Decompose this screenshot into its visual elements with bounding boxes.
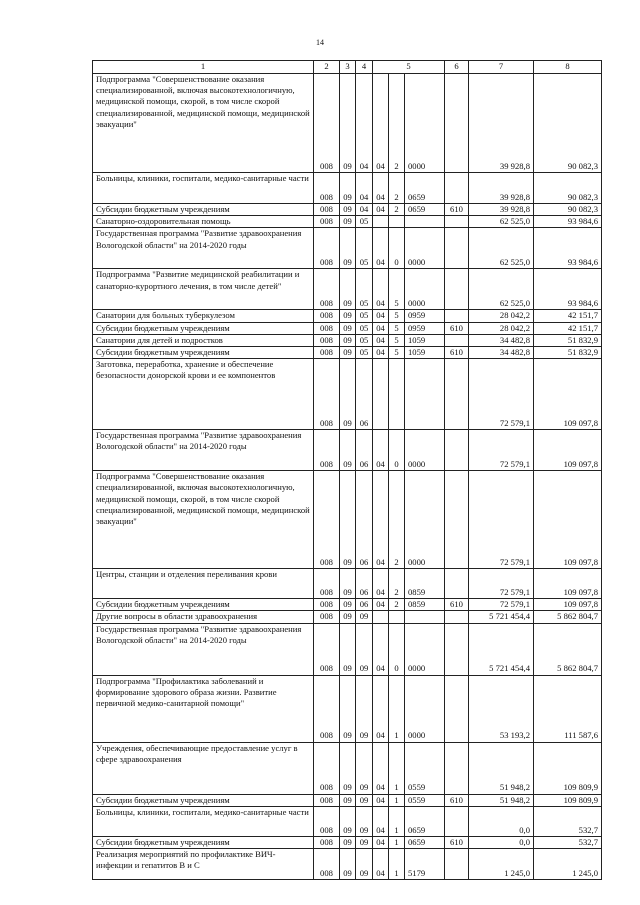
row-name: Учреждения, обеспечивающие предоставление услуг в сфере здравоохранения — [93, 742, 314, 794]
row-name: Субсидии бюджетным учреждениям — [93, 322, 314, 334]
row-name: Больницы, клиники, госпитали, медико-санитарные части — [93, 173, 314, 204]
cell-c3: 09 — [340, 675, 356, 742]
cell-c7: 62 525,0 — [469, 269, 534, 310]
cell-c5b: 0 — [389, 228, 405, 269]
cell-c6 — [445, 611, 469, 623]
cell-c5c: 1059 — [405, 334, 445, 346]
cell-c7: 72 579,1 — [469, 430, 534, 471]
cell-c5a: 04 — [373, 849, 389, 880]
cell-c5c: 0000 — [405, 269, 445, 310]
table-row — [93, 269, 602, 310]
cell-c5b: 1 — [389, 742, 405, 794]
cell-c3: 09 — [340, 173, 356, 204]
row-name: Санатории для детей и подростков — [93, 334, 314, 346]
cell-c5a: 04 — [373, 569, 389, 599]
row-name: Субсидии бюджетным учреждениям — [93, 836, 314, 848]
cell-c2: 008 — [314, 204, 340, 216]
cell-c5c: 0659 — [405, 173, 445, 204]
cell-c8: 93 984,6 — [534, 228, 602, 269]
cell-c5b — [389, 216, 405, 228]
cell-c4: 05 — [356, 347, 373, 359]
cell-c5c — [405, 611, 445, 623]
cell-c3: 09 — [340, 611, 356, 623]
table-row — [93, 173, 602, 204]
cell-c6: 610 — [445, 347, 469, 359]
cell-c4: 09 — [356, 675, 373, 742]
cell-c8: 111 587,6 — [534, 675, 602, 742]
cell-c8: 109 097,8 — [534, 471, 602, 569]
cell-c3: 09 — [340, 742, 356, 794]
cell-c7: 1 245,0 — [469, 849, 534, 880]
column-header: 5 — [373, 61, 445, 74]
row-name: Субсидии бюджетным учреждениям — [93, 599, 314, 611]
cell-c3: 09 — [340, 471, 356, 569]
cell-c6 — [445, 623, 469, 675]
cell-c5c: 0000 — [405, 623, 445, 675]
cell-c4: 06 — [356, 430, 373, 471]
table-row — [93, 359, 602, 430]
cell-c5c: 0000 — [405, 430, 445, 471]
table-row — [93, 794, 602, 806]
cell-c5a: 04 — [373, 623, 389, 675]
column-header: 7 — [469, 61, 534, 74]
cell-c3: 09 — [340, 310, 356, 322]
cell-c8: 90 082,3 — [534, 74, 602, 173]
cell-c7: 72 579,1 — [469, 599, 534, 611]
cell-c2: 008 — [314, 806, 340, 836]
cell-c5a: 04 — [373, 675, 389, 742]
column-header: 6 — [445, 61, 469, 74]
cell-c2: 008 — [314, 471, 340, 569]
cell-c8: 93 984,6 — [534, 216, 602, 228]
cell-c7: 72 579,1 — [469, 359, 534, 430]
table-row — [93, 228, 602, 269]
cell-c2: 008 — [314, 569, 340, 599]
cell-c8: 532,7 — [534, 806, 602, 836]
cell-c8: 42 151,7 — [534, 310, 602, 322]
cell-c5c: 0959 — [405, 322, 445, 334]
cell-c5a: 04 — [373, 269, 389, 310]
cell-c5b: 5 — [389, 269, 405, 310]
cell-c5c: 0000 — [405, 675, 445, 742]
row-name: Санаторно-оздоровительная помощь — [93, 216, 314, 228]
cell-c8: 532,7 — [534, 836, 602, 848]
cell-c7: 34 482,8 — [469, 334, 534, 346]
budget-table — [92, 60, 602, 880]
row-name: Подпрограмма "Совершенствование оказания специализированной, включая высокотехнологичную, медицинской помощи, скорой, в том числе скорой специализированной, медицинской помощи, медицинской эвакуации" — [93, 471, 314, 569]
table-row — [93, 836, 602, 848]
cell-c7: 0,0 — [469, 806, 534, 836]
cell-c3: 09 — [340, 347, 356, 359]
cell-c8: 51 832,9 — [534, 347, 602, 359]
table-row — [93, 347, 602, 359]
row-name: Другие вопросы в области здравоохранения — [93, 611, 314, 623]
cell-c5b: 2 — [389, 74, 405, 173]
cell-c5c: 0559 — [405, 742, 445, 794]
cell-c5b: 1 — [389, 806, 405, 836]
cell-c5b: 1 — [389, 794, 405, 806]
cell-c7: 39 928,8 — [469, 204, 534, 216]
table-row — [93, 74, 602, 173]
cell-c6 — [445, 310, 469, 322]
cell-c5a: 04 — [373, 204, 389, 216]
page-number: 14 — [316, 38, 324, 47]
cell-c5c: 0000 — [405, 471, 445, 569]
cell-c6: 610 — [445, 322, 469, 334]
cell-c5a: 04 — [373, 322, 389, 334]
cell-c4: 06 — [356, 569, 373, 599]
cell-c8: 93 984,6 — [534, 269, 602, 310]
cell-c5a: 04 — [373, 806, 389, 836]
cell-c4: 09 — [356, 836, 373, 848]
cell-c6 — [445, 216, 469, 228]
cell-c5c — [405, 359, 445, 430]
cell-c2: 008 — [314, 216, 340, 228]
cell-c6 — [445, 228, 469, 269]
cell-c7: 0,0 — [469, 836, 534, 848]
cell-c6 — [445, 849, 469, 880]
cell-c2: 008 — [314, 269, 340, 310]
cell-c6 — [445, 806, 469, 836]
cell-c4: 05 — [356, 269, 373, 310]
cell-c2: 008 — [314, 74, 340, 173]
cell-c5a — [373, 216, 389, 228]
header-row — [93, 61, 602, 74]
cell-c4: 05 — [356, 228, 373, 269]
cell-c6: 610 — [445, 794, 469, 806]
cell-c3: 09 — [340, 599, 356, 611]
table-row — [93, 806, 602, 836]
cell-c8: 42 151,7 — [534, 322, 602, 334]
row-name: Подпрограмма "Совершенствование оказания специализированной, включая высокотехнологичную, медицинской помощи, скорой, в том числе скорой специализированной, медицинской помощи, медицинской эвакуации" — [93, 74, 314, 173]
row-name: Реализация мероприятий по профилактике ВИЧ-инфекции и гепатитов В и С — [93, 849, 314, 880]
cell-c2: 008 — [314, 359, 340, 430]
row-name: Государственная программа "Развитие здравоохранения Вологодской области" на 2014-2020 годы — [93, 623, 314, 675]
cell-c5c: 1059 — [405, 347, 445, 359]
cell-c2: 008 — [314, 599, 340, 611]
cell-c7: 72 579,1 — [469, 471, 534, 569]
table-row — [93, 599, 602, 611]
cell-c6 — [445, 74, 469, 173]
cell-c3: 09 — [340, 322, 356, 334]
cell-c5a: 04 — [373, 74, 389, 173]
cell-c8: 90 082,3 — [534, 204, 602, 216]
cell-c2: 008 — [314, 794, 340, 806]
cell-c2: 008 — [314, 173, 340, 204]
cell-c3: 09 — [340, 74, 356, 173]
cell-c5b: 1 — [389, 675, 405, 742]
column-header: 1 — [93, 61, 314, 74]
cell-c6 — [445, 569, 469, 599]
table-row — [93, 623, 602, 675]
table-row — [93, 322, 602, 334]
cell-c3: 09 — [340, 806, 356, 836]
cell-c4: 09 — [356, 623, 373, 675]
cell-c2: 008 — [314, 742, 340, 794]
cell-c5b: 1 — [389, 836, 405, 848]
cell-c7: 28 042,2 — [469, 322, 534, 334]
cell-c4: 05 — [356, 216, 373, 228]
table-row — [93, 204, 602, 216]
cell-c5b: 5 — [389, 322, 405, 334]
cell-c3: 09 — [340, 623, 356, 675]
cell-c4: 09 — [356, 611, 373, 623]
cell-c5b: 5 — [389, 334, 405, 346]
cell-c8: 90 082,3 — [534, 173, 602, 204]
cell-c7: 39 928,8 — [469, 74, 534, 173]
table-row — [93, 471, 602, 569]
cell-c8: 51 832,9 — [534, 334, 602, 346]
cell-c7: 51 948,2 — [469, 742, 534, 794]
cell-c5c: 0000 — [405, 74, 445, 173]
table-row — [93, 334, 602, 346]
cell-c7: 5 721 454,4 — [469, 623, 534, 675]
cell-c6 — [445, 359, 469, 430]
cell-c5b: 0 — [389, 430, 405, 471]
cell-c7: 28 042,2 — [469, 310, 534, 322]
cell-c6 — [445, 675, 469, 742]
row-name: Заготовка, переработка, хранение и обеспечение безопасности донорской крови и ее компонентов — [93, 359, 314, 430]
cell-c5a — [373, 359, 389, 430]
cell-c4: 06 — [356, 471, 373, 569]
cell-c5a: 04 — [373, 347, 389, 359]
cell-c2: 008 — [314, 675, 340, 742]
column-header: 8 — [534, 61, 602, 74]
cell-c5c: 0000 — [405, 228, 445, 269]
cell-c7: 62 525,0 — [469, 228, 534, 269]
cell-c8: 5 862 804,7 — [534, 611, 602, 623]
cell-c5c: 0559 — [405, 794, 445, 806]
cell-c4: 06 — [356, 599, 373, 611]
cell-c6 — [445, 430, 469, 471]
cell-c8: 1 245,0 — [534, 849, 602, 880]
cell-c5b — [389, 359, 405, 430]
cell-c2: 008 — [314, 623, 340, 675]
cell-c7: 62 525,0 — [469, 216, 534, 228]
cell-c8: 109 097,8 — [534, 569, 602, 599]
cell-c4: 04 — [356, 74, 373, 173]
cell-c6: 610 — [445, 204, 469, 216]
cell-c7: 39 928,8 — [469, 173, 534, 204]
cell-c4: 09 — [356, 806, 373, 836]
cell-c6: 610 — [445, 599, 469, 611]
cell-c5b: 1 — [389, 849, 405, 880]
cell-c2: 008 — [314, 310, 340, 322]
cell-c4: 05 — [356, 334, 373, 346]
table-row — [93, 849, 602, 880]
cell-c5c: 0659 — [405, 204, 445, 216]
cell-c2: 008 — [314, 836, 340, 848]
table-row — [93, 569, 602, 599]
column-header: 3 — [340, 61, 356, 74]
row-name: Подпрограмма "Профилактика заболеваний и формирование здорового образа жизни. Развитие первичной медико-санитарной помощи" — [93, 675, 314, 742]
cell-c2: 008 — [314, 334, 340, 346]
cell-c3: 09 — [340, 430, 356, 471]
cell-c5c: 0859 — [405, 599, 445, 611]
cell-c5a: 04 — [373, 173, 389, 204]
cell-c5a — [373, 611, 389, 623]
table-row — [93, 430, 602, 471]
cell-c2: 008 — [314, 611, 340, 623]
row-name: Субсидии бюджетным учреждениям — [93, 794, 314, 806]
cell-c5b: 2 — [389, 204, 405, 216]
cell-c3: 09 — [340, 794, 356, 806]
cell-c6 — [445, 269, 469, 310]
row-name: Центры, станции и отделения переливания крови — [93, 569, 314, 599]
cell-c5b: 5 — [389, 310, 405, 322]
row-name: Государственная программа "Развитие здравоохранения Вологодской области" на 2014-2020 годы — [93, 228, 314, 269]
row-name: Государственная программа "Развитие здравоохранения Вологодской области" на 2014-2020 годы — [93, 430, 314, 471]
cell-c3: 09 — [340, 269, 356, 310]
cell-c4: 06 — [356, 359, 373, 430]
cell-c4: 05 — [356, 322, 373, 334]
cell-c3: 09 — [340, 836, 356, 848]
cell-c4: 09 — [356, 849, 373, 880]
cell-c2: 008 — [314, 322, 340, 334]
cell-c5a: 04 — [373, 334, 389, 346]
cell-c4: 04 — [356, 173, 373, 204]
cell-c5b: 2 — [389, 569, 405, 599]
cell-c5a: 04 — [373, 228, 389, 269]
cell-c3: 09 — [340, 228, 356, 269]
cell-c7: 51 948,2 — [469, 794, 534, 806]
cell-c5b: 2 — [389, 173, 405, 204]
cell-c4: 09 — [356, 742, 373, 794]
cell-c5a: 04 — [373, 836, 389, 848]
cell-c3: 09 — [340, 204, 356, 216]
table-row — [93, 675, 602, 742]
row-name: Субсидии бюджетным учреждениям — [93, 204, 314, 216]
table-row — [93, 742, 602, 794]
cell-c8: 5 862 804,7 — [534, 623, 602, 675]
cell-c7: 34 482,8 — [469, 347, 534, 359]
cell-c2: 008 — [314, 430, 340, 471]
cell-c6 — [445, 334, 469, 346]
cell-c5a: 04 — [373, 599, 389, 611]
cell-c6 — [445, 173, 469, 204]
cell-c8: 109 809,9 — [534, 742, 602, 794]
cell-c3: 09 — [340, 334, 356, 346]
cell-c3: 09 — [340, 359, 356, 430]
cell-c7: 72 579,1 — [469, 569, 534, 599]
cell-c3: 09 — [340, 569, 356, 599]
cell-c5a: 04 — [373, 742, 389, 794]
cell-c5c — [405, 216, 445, 228]
cell-c5a: 04 — [373, 430, 389, 471]
cell-c5c: 0659 — [405, 806, 445, 836]
cell-c7: 5 721 454,4 — [469, 611, 534, 623]
cell-c4: 05 — [356, 310, 373, 322]
column-header: 4 — [356, 61, 373, 74]
cell-c5b: 2 — [389, 599, 405, 611]
cell-c5c: 0659 — [405, 836, 445, 848]
cell-c8: 109 809,9 — [534, 794, 602, 806]
cell-c3: 09 — [340, 849, 356, 880]
cell-c5c: 0959 — [405, 310, 445, 322]
cell-c6 — [445, 742, 469, 794]
cell-c5a: 04 — [373, 471, 389, 569]
cell-c2: 008 — [314, 228, 340, 269]
cell-c5a: 04 — [373, 794, 389, 806]
row-name: Больницы, клиники, госпитали, медико-санитарные части — [93, 806, 314, 836]
cell-c2: 008 — [314, 849, 340, 880]
row-name: Субсидии бюджетным учреждениям — [93, 347, 314, 359]
cell-c5b: 2 — [389, 471, 405, 569]
table-row — [93, 310, 602, 322]
table-row — [93, 611, 602, 623]
cell-c8: 109 097,8 — [534, 359, 602, 430]
cell-c5b: 0 — [389, 623, 405, 675]
row-name: Санатории для больных туберкулезом — [93, 310, 314, 322]
table-row — [93, 216, 602, 228]
cell-c4: 04 — [356, 204, 373, 216]
cell-c5c: 0859 — [405, 569, 445, 599]
cell-c8: 109 097,8 — [534, 599, 602, 611]
cell-c5a: 04 — [373, 310, 389, 322]
cell-c3: 09 — [340, 216, 356, 228]
column-header: 2 — [314, 61, 340, 74]
cell-c4: 09 — [356, 794, 373, 806]
cell-c2: 008 — [314, 347, 340, 359]
cell-c5b — [389, 611, 405, 623]
cell-c5c: 5179 — [405, 849, 445, 880]
row-name: Подпрограмма "Развитие медицинской реабилитации и санаторно-курортного лечения, в том числе детей" — [93, 269, 314, 310]
cell-c7: 53 193,2 — [469, 675, 534, 742]
cell-c6: 610 — [445, 836, 469, 848]
cell-c8: 109 097,8 — [534, 430, 602, 471]
cell-c5b: 5 — [389, 347, 405, 359]
cell-c6 — [445, 471, 469, 569]
